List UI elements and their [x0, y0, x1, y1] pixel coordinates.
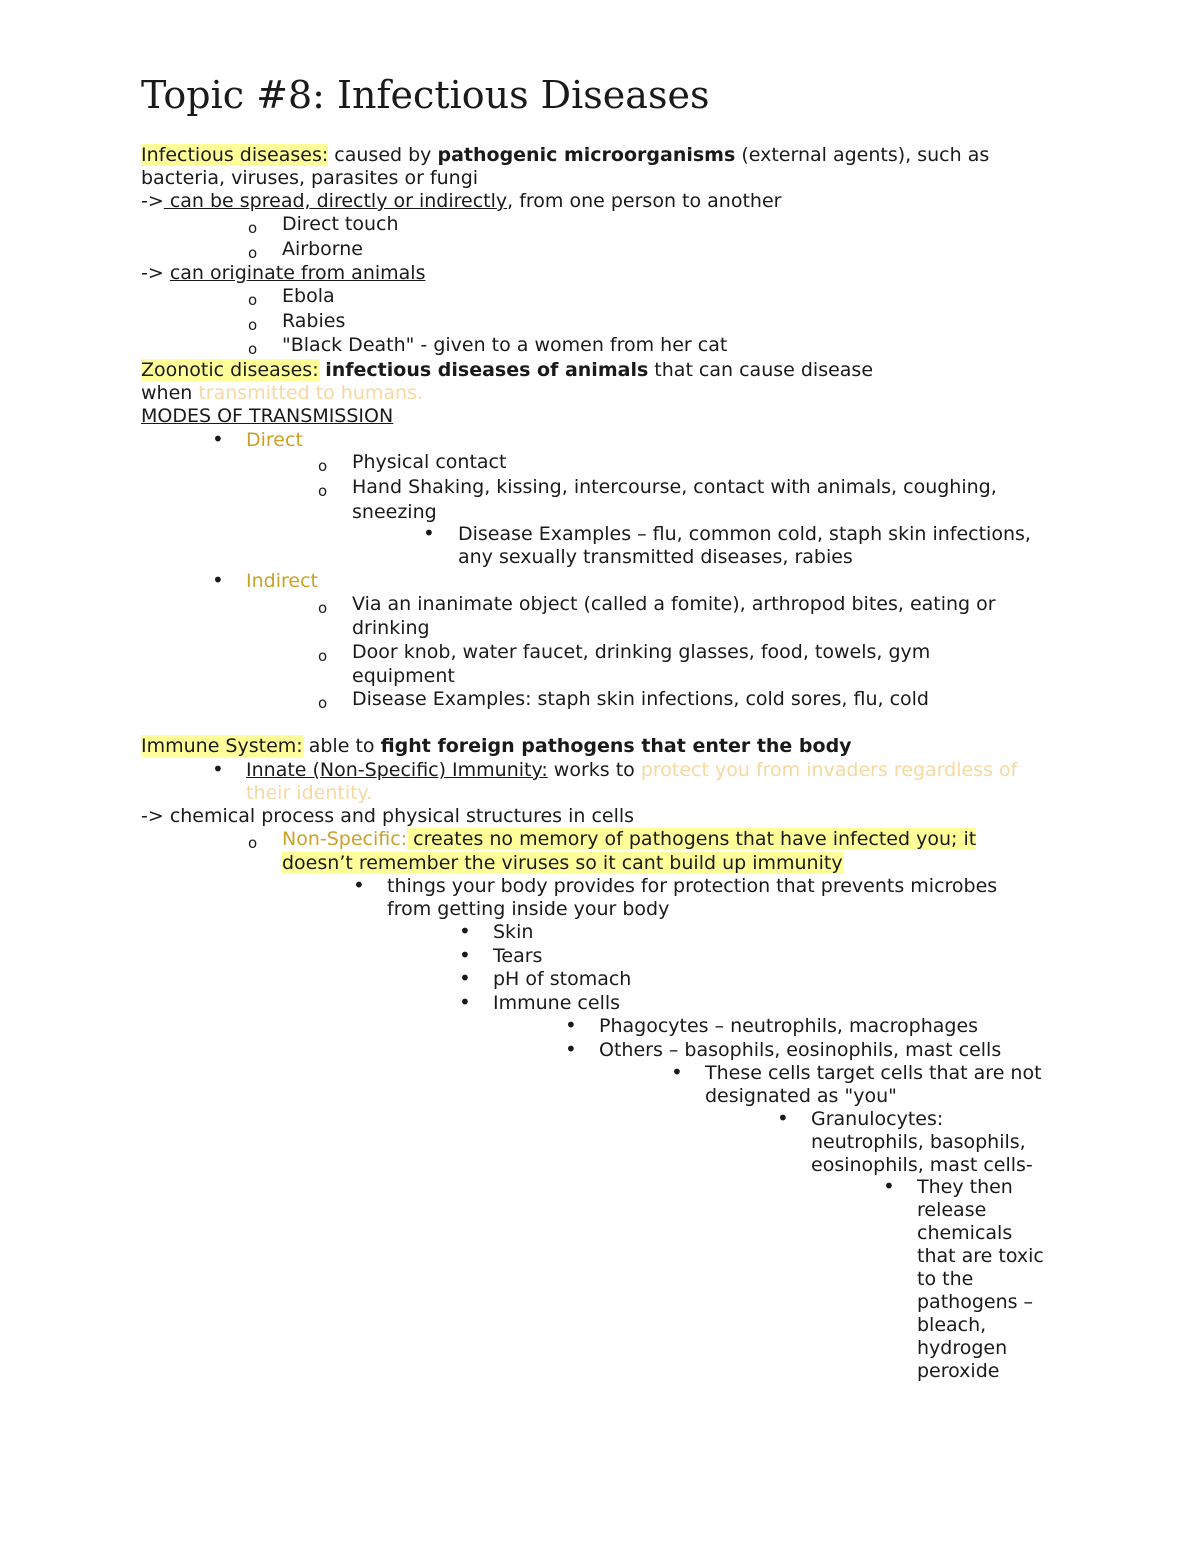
bullet-marker: •: [423, 521, 435, 545]
bullet-marker: •: [459, 919, 471, 943]
list-item: things your body provides for protection that prevents microbes: [387, 875, 998, 897]
list-item-cont: peroxide: [917, 1360, 1000, 1382]
innate-immunity-cont: their identity.: [246, 782, 373, 804]
list-item-cont: neutrophils, basophils,: [811, 1131, 1026, 1153]
list-item: Immune cells: [493, 992, 621, 1014]
bullet-marker: o: [318, 694, 328, 712]
list-item-cont: pathogens –: [917, 1291, 1034, 1313]
list-item: Skin: [493, 921, 534, 943]
bullet-marker: o: [318, 647, 328, 665]
list-item: They then: [917, 1176, 1013, 1198]
list-item: Rabies: [282, 310, 346, 332]
non-specific-line-cont: doesn’t remember the viruses so it cant build up immunity: [282, 852, 843, 874]
list-item-cont: equipment: [352, 665, 455, 687]
list-item-cont: from getting inside your body: [387, 898, 670, 920]
spread-line: -> can be spread, directly or indirectly, from one person to another: [141, 190, 782, 212]
list-item-cont: sneezing: [352, 501, 437, 523]
infectious-definition-cont: bacteria, viruses, parasites or fungi: [141, 167, 479, 189]
infectious-term: Infectious diseases:: [141, 144, 329, 166]
bullet-marker: •: [459, 990, 471, 1014]
non-specific-line: Non-Specific: creates no memory of pathogens that have infected you; it: [282, 828, 977, 850]
bullet-marker: •: [459, 943, 471, 967]
list-item-cont: eosinophils, mast cells-: [811, 1154, 1033, 1176]
bullet-marker: o: [248, 291, 258, 309]
bullet-marker: •: [353, 873, 365, 897]
list-item: Others – basophils, eosinophils, mast cells: [599, 1039, 1002, 1061]
list-item: Direct touch: [282, 213, 399, 235]
list-item-cont: drinking: [352, 617, 430, 639]
infectious-definition: Infectious diseases: caused by pathogenic microorganisms (external agents), such as: [141, 144, 990, 166]
list-item-cont: bleach,: [917, 1314, 987, 1336]
list-item-cont: to the: [917, 1268, 974, 1290]
list-item: Door knob, water faucet, drinking glasses, food, towels, gym: [352, 641, 931, 663]
mode-indirect: Indirect: [246, 570, 318, 592]
bullet-marker: •: [565, 1013, 577, 1037]
bullet-marker: o: [318, 482, 328, 500]
list-item: Disease Examples: staph skin infections, cold sores, flu, cold: [352, 688, 929, 710]
bullet-marker: o: [248, 340, 258, 358]
mode-direct: Direct: [246, 429, 303, 451]
list-item-cont: chemicals: [917, 1222, 1013, 1244]
innate-immunity: Innate (Non-Specific) Immunity: works to protect you from invaders regardless of: [246, 759, 1018, 781]
list-item: "Black Death" - given to a women from her cat: [282, 334, 728, 356]
list-item: Ebola: [282, 285, 335, 307]
list-item: Hand Shaking, kissing, intercourse, contact with animals, coughing,: [352, 476, 997, 498]
list-item: Airborne: [282, 238, 363, 260]
bullet-marker: •: [565, 1037, 577, 1061]
bullet-marker: o: [248, 219, 258, 237]
zoonotic-term: Zoonotic diseases:: [141, 359, 319, 381]
list-item: Tears: [493, 945, 543, 967]
bullet-marker: •: [212, 427, 224, 451]
list-item-cont: that are toxic: [917, 1245, 1044, 1267]
list-item: pH of stomach: [493, 968, 632, 990]
zoonotic-definition-cont: when transmitted to humans.: [141, 382, 424, 404]
zoonotic-definition: Zoonotic diseases: infectious diseases of animals that can cause disease: [141, 359, 874, 381]
bullet-marker: •: [671, 1060, 683, 1084]
list-item: Disease Examples – flu, common cold, staph skin infections,: [458, 523, 1031, 545]
bullet-marker: •: [459, 966, 471, 990]
bullet-marker: •: [212, 757, 224, 781]
list-item: Physical contact: [352, 451, 507, 473]
bullet-marker: o: [318, 457, 328, 475]
bullet-marker: •: [212, 568, 224, 592]
modes-heading: MODES OF TRANSMISSION: [141, 405, 394, 427]
bullet-marker: •: [777, 1106, 789, 1130]
chemical-process-line: -> chemical process and physical structures in cells: [141, 805, 635, 827]
list-item-cont: any sexually transmitted diseases, rabies: [458, 546, 853, 568]
list-item: Granulocytes:: [811, 1108, 944, 1130]
list-item: These cells target cells that are not: [705, 1062, 1042, 1084]
list-item: Via an inanimate object (called a fomite), arthropod bites, eating or: [352, 593, 996, 615]
list-item-cont: hydrogen: [917, 1337, 1008, 1359]
bullet-marker: •: [883, 1174, 895, 1198]
list-item: Phagocytes – neutrophils, macrophages: [599, 1015, 979, 1037]
immune-term: Immune System:: [141, 735, 303, 757]
page-title: Topic #8: Infectious Diseases: [141, 73, 710, 117]
animals-line: -> can originate from animals: [141, 262, 426, 284]
list-item-cont: designated as "you": [705, 1085, 897, 1107]
bullet-marker: o: [318, 599, 328, 617]
bullet-marker: o: [248, 834, 258, 852]
list-item-cont: release: [917, 1199, 987, 1221]
bullet-marker: o: [248, 244, 258, 262]
bullet-marker: o: [248, 316, 258, 334]
immune-definition: Immune System: able to fight foreign pathogens that enter the body: [141, 735, 852, 757]
